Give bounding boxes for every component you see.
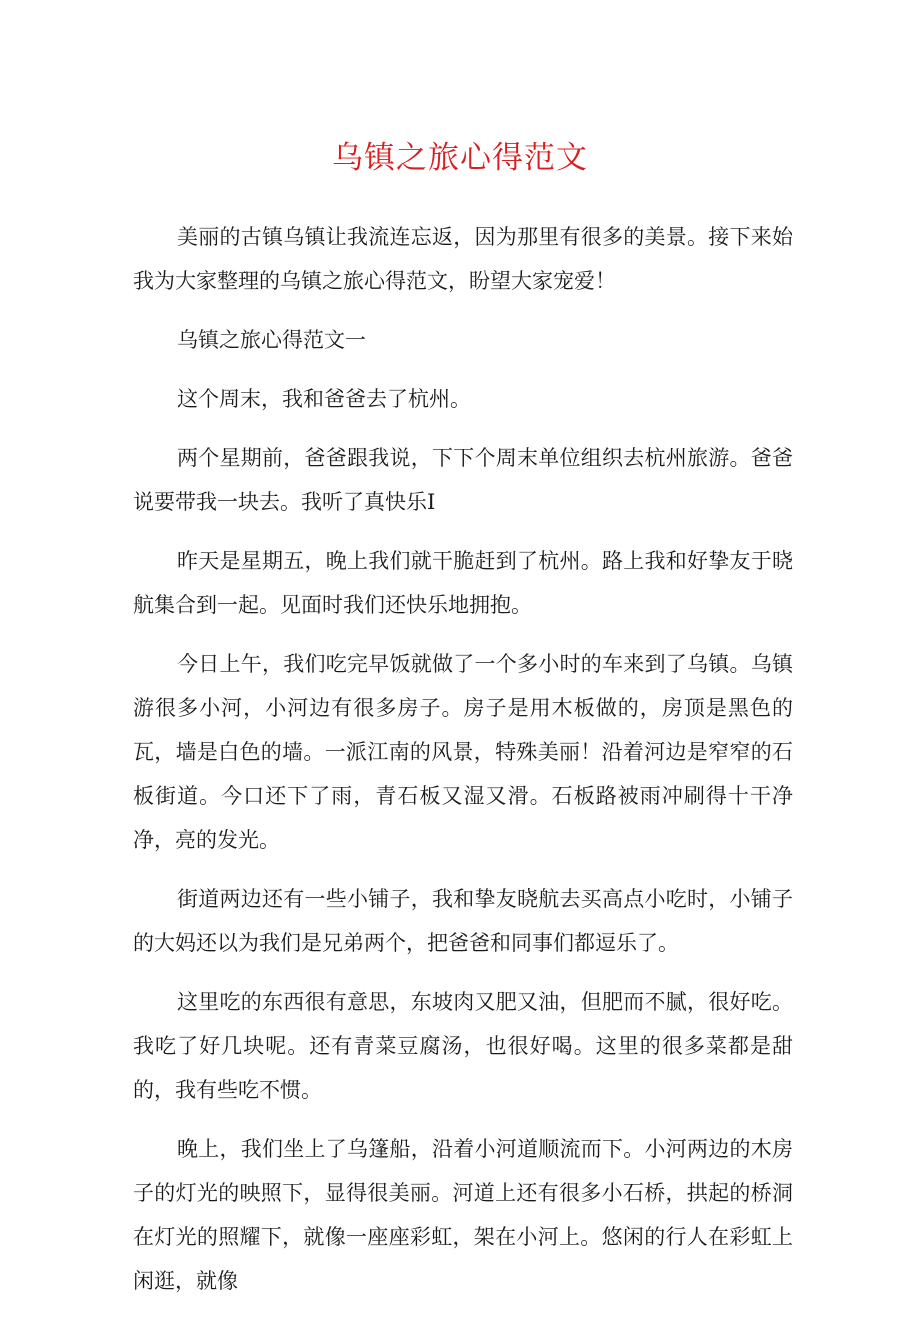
body-paragraph: 晚上，我们坐上了乌篷船，沿着小河道顺流而下。小河两边的木房子的灯光的映照下，显得很美丽。河道上还有很多小石桥，拱起的桥洞在灯光的照耀下，就像一座座彩虹，架在小河上。悠闲的行人在彩虹上闲逛，就像 (133, 1137, 793, 1293)
body-paragraph: 两个星期前，爸爸跟我说，下下个周末单位组织去杭州旅游。爸爸说要带我一块去。我听了真快乐I (133, 446, 793, 514)
intro-paragraph: 美丽的古镇乌镇让我流连忘返，因为那里有很多的美景。接下来始我为大家整理的乌镇之旅心得范文，盼望大家宠爱！ (133, 225, 793, 293)
section-heading: 乌镇之旅心得范文一 (177, 328, 366, 352)
document-body (133, 215, 793, 1318)
body-paragraph: 今日上午，我们吃完早饭就做了一个多小时的车来到了乌镇。乌镇游很多小河，小河边有很多房子。房子是用木板做的，房顶是黑色的瓦，墙是白色的墙。一派江南的风景，特殊美丽！沿着河边是窄窄的石板街道。今口还下了雨，青石板又湿又滑。石板路被雨冲刷得十干净净，亮的发光。 (133, 652, 793, 852)
document-title: 乌镇之旅心得范文 (332, 140, 588, 176)
body-paragraph: 这个周末，我和爸爸去了杭州。 (177, 387, 471, 411)
body-paragraph: 昨天是星期五，晚上我们就干脆赶到了杭州。路上我和好挚友于晓航集合到一起。见面时我们还快乐地拥抱。 (133, 549, 793, 617)
body-paragraph: 这里吃的东西很有意思，东坡肉又肥又油，但肥而不腻，很好吃。我吃了好几块呢。还有青菜豆腐汤，也很好喝。这里的很多菜都是甜的，我有些吃不惯。 (133, 990, 793, 1102)
body-paragraph: 街道两边还有一些小铺子，我和挚友晓航去买高点小吃时，小铺子的大妈还以为我们是兄弟两个，把爸爸和同事们都逗乐了。 (133, 887, 793, 955)
